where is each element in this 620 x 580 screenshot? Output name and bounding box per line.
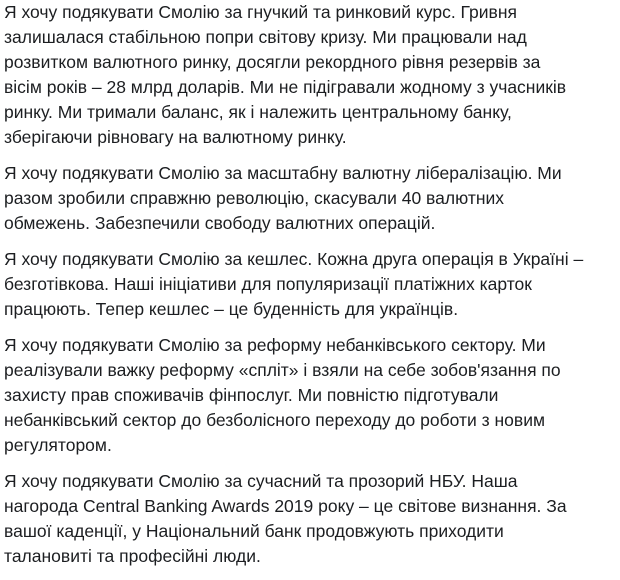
paragraph-nonbank-reform	[4, 333, 616, 458]
text-line: залишалася стабільною попри світову кризу. Ми працювали над	[4, 27, 527, 47]
text-line: регулятором.	[4, 435, 112, 455]
text-line: Я хочу подякувати Смолію за реформу небанківського сектору. Ми	[4, 335, 546, 355]
post-body	[4, 0, 616, 580]
text-line: вісім років – 28 млрд доларів. Ми не підігравали жодному з учасників	[4, 77, 567, 97]
paragraph-liberalization	[4, 161, 616, 236]
text-line: зберігаючи рівновагу на валютному ринку.	[4, 127, 347, 147]
text-line: Я хочу подякувати Смолію за сучасний та прозорий НБУ. Наша	[4, 471, 518, 491]
text-line: працюють. Тепер кешлес – це буденність для українців.	[4, 299, 459, 319]
paragraph-modern-nbu	[4, 469, 616, 569]
text-line: Я хочу подякувати Смолію за масштабну валютну лібералізацію. Ми	[4, 163, 562, 183]
text-line: Я хочу подякувати Смолію за гнучкий та ринковий курс. Гривня	[4, 2, 517, 22]
paragraph-exchange-rate	[4, 0, 616, 150]
text-line: вашої каденції, у Національний банк продовжують приходити	[4, 521, 504, 541]
text-line: захисту прав споживачів фінпослуг. Ми повністю підготували	[4, 385, 499, 405]
text-line: розвитком валютного ринку, досягли рекордного рівня резервів за	[4, 52, 541, 72]
text-line: ринку. Ми тримали баланс, як і належить центральному банку,	[4, 102, 512, 122]
text-line: нагорода Central Banking Awards 2019 року – це світове визнання. За	[4, 496, 567, 516]
text-line: небанківський сектор до безболісного переходу до роботи з новим	[4, 410, 545, 430]
text-line: безготівкова. Наші ініціативи для популяризації платіжних карток	[4, 274, 532, 294]
text-line: Я хочу подякувати Смолію за кешлес. Кожна друга операція в Україні –	[4, 249, 584, 269]
text-line: реалізували важку реформу «спліт» і взяли на себе зобов'язання по	[4, 360, 561, 380]
text-line: разом зробили справжню революцію, скасували 40 валютних	[4, 188, 505, 208]
text-line: обмежень. Забезпечили свободу валютних операцій.	[4, 213, 436, 233]
paragraph-cashless	[4, 247, 616, 322]
text-line: талановиті та професійні люди.	[4, 546, 261, 566]
